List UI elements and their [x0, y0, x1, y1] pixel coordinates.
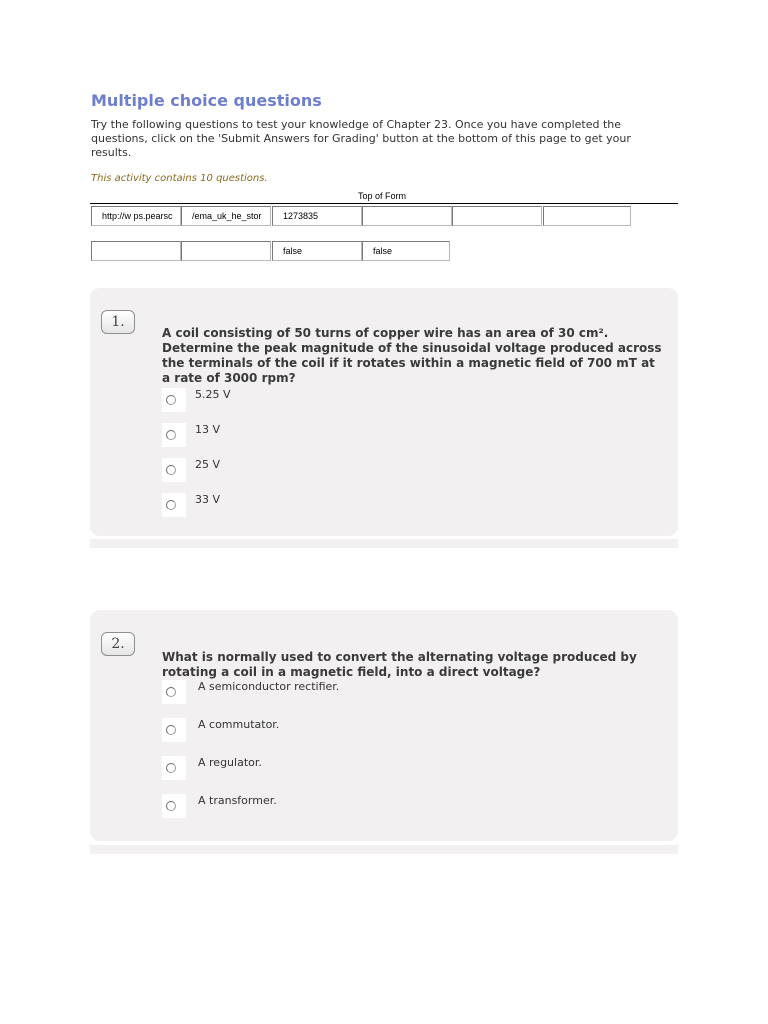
radio-button[interactable]: [162, 756, 186, 780]
form-field-empty[interactable]: [91, 241, 181, 261]
form-field-flag[interactable]: false: [272, 241, 362, 261]
radio-button-unselected-icon: [166, 430, 176, 440]
radio-button[interactable]: [162, 794, 186, 818]
question-card-2: [90, 610, 678, 841]
question-card-1: [90, 288, 678, 536]
activity-note: This activity contains 10 questions.: [91, 173, 268, 184]
radio-button-unselected-icon: [166, 687, 176, 697]
intro-text: Try the following questions to test your knowledge of Chapter 23. Once you have completed the questions, click on the 'Submit Answers for Grading' button at the bottom of this page to get your results.: [91, 118, 631, 159]
answer-label: A transformer.: [198, 794, 277, 807]
answer-label: 13 V: [195, 423, 221, 436]
question-card-footer: [90, 539, 678, 548]
question-number-badge: 1.: [101, 310, 135, 334]
question-text: A coil consisting of 50 turns of copper wire has an area of 30 cm². Determine the peak magnitude of the sinusoidal voltage produced across the terminals of the coil if it rotates within a magnetic field of 700 mT at a rate of 3000 rpm?: [162, 326, 662, 385]
radio-button-unselected-icon: [166, 763, 176, 773]
form-field-empty[interactable]: [181, 241, 271, 261]
radio-button[interactable]: [162, 458, 186, 482]
answer-label: 5.25 V: [195, 388, 231, 401]
radio-button[interactable]: [162, 423, 186, 447]
form-field-flag[interactable]: false: [362, 241, 450, 261]
question-text: What is normally used to convert the alternating voltage produced by rotating a coil in a magnetic field, into a direct voltage?: [162, 650, 637, 679]
radio-button[interactable]: [162, 680, 186, 704]
radio-button[interactable]: [162, 493, 186, 517]
answer-option[interactable]: [162, 718, 562, 742]
answer-option[interactable]: [162, 680, 562, 704]
question-number-badge: 2.: [101, 632, 135, 656]
question-card-footer: [90, 845, 678, 854]
form-divider: [90, 203, 678, 204]
form-field-id[interactable]: 1273835: [272, 206, 362, 226]
page-title: Multiple choice questions: [91, 91, 322, 110]
radio-button-unselected-icon: [166, 801, 176, 811]
radio-button-unselected-icon: [166, 725, 176, 735]
radio-button[interactable]: [162, 718, 186, 742]
radio-button-unselected-icon: [166, 500, 176, 510]
answer-option[interactable]: [162, 493, 562, 517]
form-field-empty[interactable]: [362, 206, 452, 226]
form-field-empty[interactable]: [543, 206, 631, 226]
radio-button-unselected-icon: [166, 465, 176, 475]
radio-button[interactable]: [162, 388, 186, 412]
answer-label: 25 V: [195, 458, 221, 471]
answer-option[interactable]: [162, 756, 562, 780]
answer-option[interactable]: [162, 423, 562, 447]
form-field-url[interactable]: http://w ps.pearsc: [91, 206, 181, 226]
answer-option[interactable]: [162, 458, 562, 482]
form-field-empty[interactable]: [452, 206, 542, 226]
answer-label: A regulator.: [198, 756, 262, 769]
answer-option[interactable]: [162, 388, 562, 412]
form-field-path[interactable]: /ema_uk_he_stor: [181, 206, 271, 226]
answer-label: 33 V: [195, 493, 221, 506]
top-of-form-label: Top of Form: [358, 191, 407, 201]
answer-option[interactable]: [162, 794, 562, 818]
answer-label: A semiconductor rectifier.: [198, 680, 340, 693]
radio-button-unselected-icon: [166, 395, 176, 405]
answer-label: A commutator.: [198, 718, 280, 731]
